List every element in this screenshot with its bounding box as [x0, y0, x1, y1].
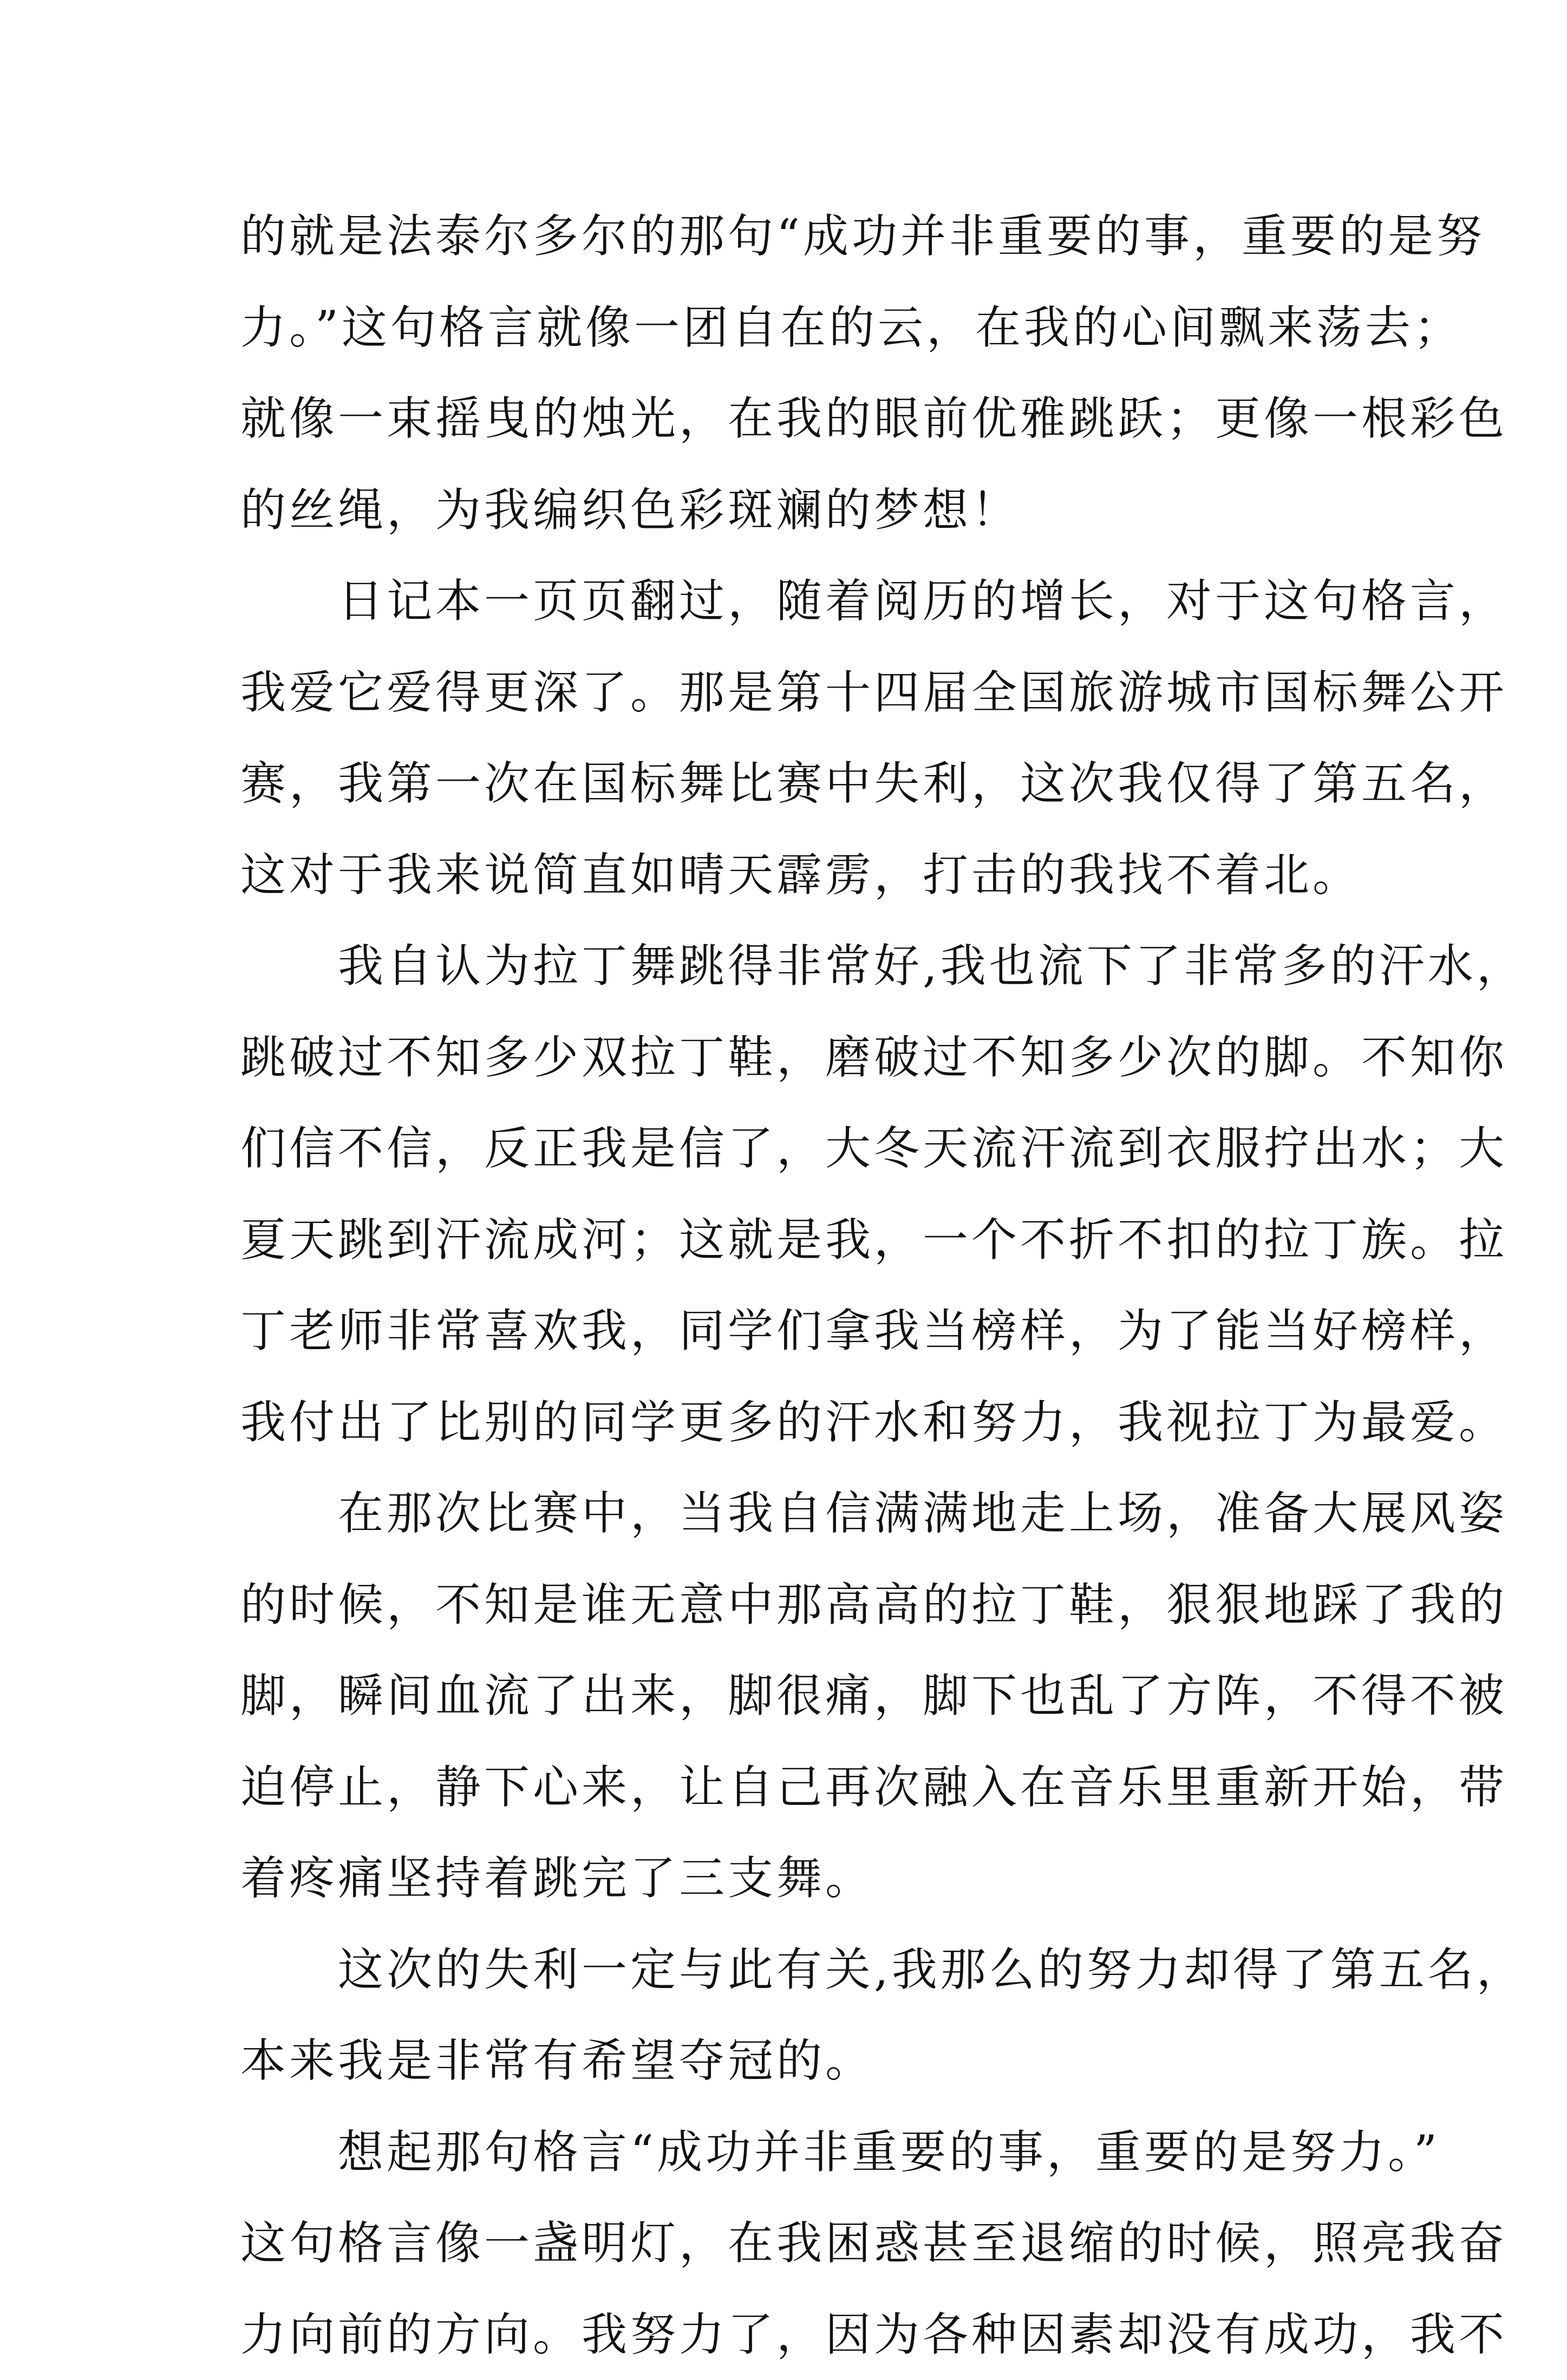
text-line: 力向前的方向。我努力了，因为各种因素却没有成功，我不 [240, 2289, 1345, 2380]
text-line: 夏天跳到汗流成河；这就是我，一个不折不扣的拉丁族。拉 [240, 1194, 1345, 1286]
text-line: 的就是法泰尔多尔的那句“成功并非重要的事，重要的是努 [240, 191, 1345, 282]
text-line: 脚，瞬间血流了出来，脚很痛，脚下也乱了方阵，不得不被 [240, 1650, 1345, 1742]
body-text [240, 191, 1345, 2380]
text-line: 迫停止，静下心来，让自己再次融入在音乐里重新开始，带 [240, 1742, 1345, 1833]
text-line: 在那次比赛中，当我自信满满地走上场，准备大展风姿 [240, 1468, 1345, 1559]
text-line: 力。”这句格言就像一团自在的云，在我的心间飘来荡去； [240, 282, 1345, 374]
text-line: 我自认为拉丁舞跳得非常好,我也流下了非常多的汗水， [240, 920, 1345, 1012]
text-line: 丁老师非常喜欢我，同学们拿我当榜样，为了能当好榜样， [240, 1285, 1345, 1377]
text-line: 这次的失利一定与此有关,我那么的努力却得了第五名， [240, 1924, 1345, 2016]
text-line: 这句格言像一盏明灯，在我困惑甚至退缩的时候，照亮我奋 [240, 2198, 1345, 2289]
text-line: 就像一束摇曳的烛光，在我的眼前优雅跳跃；更像一根彩色 [240, 373, 1345, 465]
text-line: 的丝绳，为我编织色彩斑斓的梦想！ [240, 465, 1345, 556]
text-line: 着疼痛坚持着跳完了三支舞。 [240, 1833, 1345, 1924]
text-line: 们信不信，反正我是信了，大冬天流汗流到衣服拧出水；大 [240, 1103, 1345, 1194]
text-line: 赛，我第一次在国标舞比赛中失利，这次我仅得了第五名， [240, 738, 1345, 829]
text-line: 本来我是非常有希望夺冠的。 [240, 2015, 1345, 2107]
text-line: 跳破过不知多少双拉丁鞋，磨破过不知多少次的脚。不知你 [240, 1012, 1345, 1103]
text-line: 我付出了比别的同学更多的汗水和努力，我视拉丁为最爱。 [240, 1377, 1345, 1468]
text-line: 的时候，不知是谁无意中那高高的拉丁鞋，狠狠地踩了我的 [240, 1559, 1345, 1651]
text-line: 想起那句格言“成功并非重要的事，重要的是努力。” [240, 2107, 1345, 2198]
text-line: 我爱它爱得更深了。那是第十四届全国旅游城市国标舞公开 [240, 647, 1345, 738]
text-line: 这对于我来说简直如晴天霹雳，打击的我找不着北。 [240, 829, 1345, 921]
text-line: 日记本一页页翻过，随着阅历的增长，对于这句格言， [240, 555, 1345, 647]
